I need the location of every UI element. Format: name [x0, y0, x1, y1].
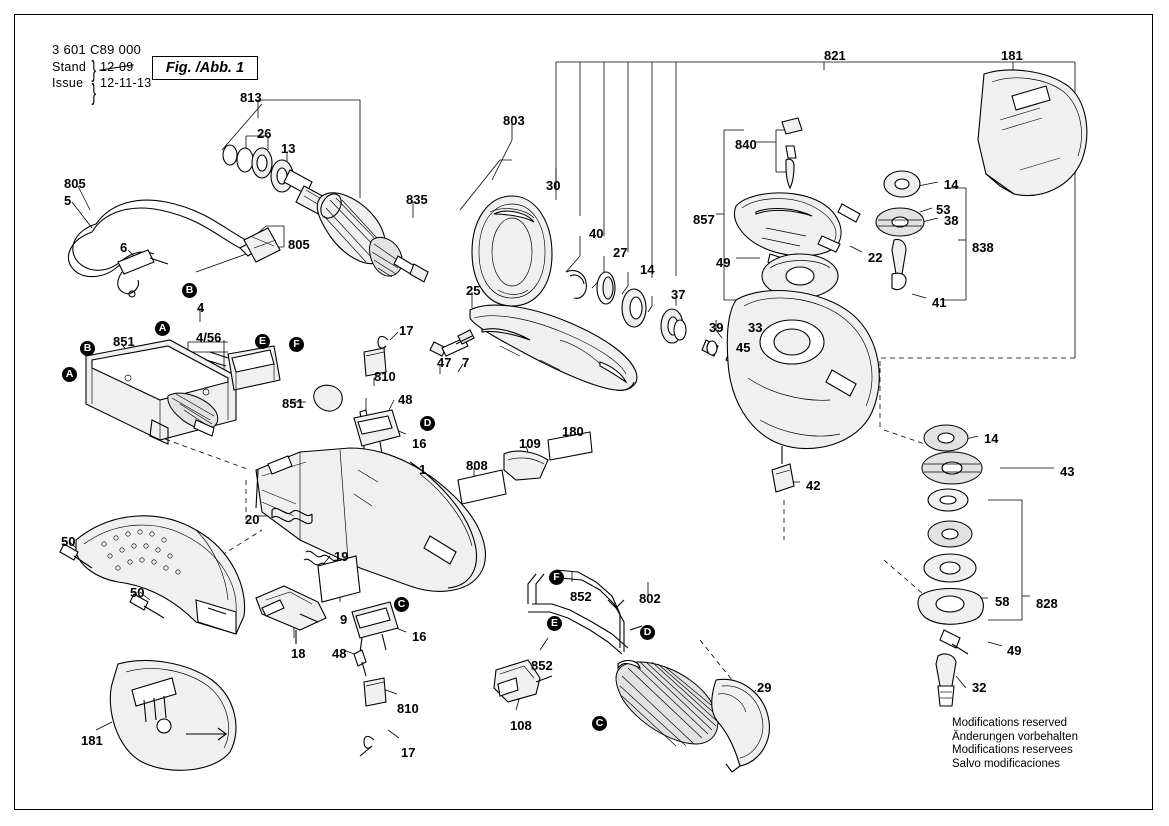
- callout-6: 6: [120, 240, 128, 255]
- callout-4: 4: [197, 300, 205, 315]
- callout-810-b: 810: [397, 701, 419, 716]
- callout-45: 45: [736, 340, 751, 355]
- callout-1: 1: [419, 462, 427, 477]
- connector-d-2: D: [640, 625, 655, 640]
- callout-32: 32: [972, 680, 987, 695]
- callout-53: 53: [936, 202, 951, 217]
- callout-181-lower: 181: [81, 733, 103, 748]
- issue-date: 12-11-13: [100, 76, 152, 90]
- callout-821: 821: [824, 48, 846, 63]
- mods-line-en: Modifications reserved: [952, 717, 1068, 729]
- stand-date-value: 12-09: [100, 60, 134, 74]
- callout-828: 828: [1036, 596, 1058, 611]
- callout-7: 7: [462, 355, 470, 370]
- callout-180: 180: [562, 424, 584, 439]
- callout-852-b: 852: [531, 658, 553, 673]
- motor-housing-1: [256, 448, 485, 591]
- callout-805-b: 805: [288, 237, 310, 252]
- callout-47: 47: [437, 355, 452, 370]
- gear-case-cover-25: [470, 305, 637, 390]
- callout-17-a: 17: [399, 323, 414, 338]
- callout-25: 25: [466, 283, 481, 298]
- stator-cover-803: [472, 196, 552, 306]
- callout-22: 22: [868, 250, 883, 265]
- callout-16-a: 16: [412, 436, 427, 451]
- callout-835: 835: [406, 192, 428, 207]
- callout-181-upper: 181: [1001, 48, 1023, 63]
- callout-9: 9: [340, 612, 348, 627]
- callout-41: 41: [932, 295, 947, 310]
- cover-181-upper: [978, 70, 1087, 196]
- spindle-stack-828: [918, 425, 983, 706]
- connector-e-1: E: [255, 334, 270, 349]
- callout-851-b: 851: [282, 396, 304, 411]
- callout-48-a: 48: [398, 392, 413, 407]
- brush-assembly-upper: [314, 348, 400, 456]
- mods-line-fr: Modifications reservees: [952, 744, 1073, 757]
- cover-181-lower: [110, 661, 236, 771]
- callout-838: 838: [972, 240, 994, 255]
- callout-38: 38: [944, 213, 959, 228]
- callout-30: 30: [546, 178, 561, 193]
- brace-glyph: } }: [91, 56, 97, 105]
- callout-43: 43: [1060, 464, 1075, 479]
- callout-109: 109: [519, 436, 541, 451]
- connector-b-1: B: [182, 283, 197, 298]
- callout-33: 33: [748, 320, 763, 335]
- figure-label: Fig. /Abb. 1: [165, 60, 245, 76]
- callout-58: 58: [995, 594, 1010, 609]
- callout-13: 13: [281, 141, 296, 156]
- callout-26: 26: [257, 126, 272, 141]
- callout-14-a: 14: [944, 177, 959, 192]
- callout-37: 37: [671, 287, 686, 302]
- callout-18: 18: [291, 646, 306, 661]
- callout-50-a: 50: [61, 534, 76, 549]
- gear-head-assembly: [727, 118, 924, 492]
- connector-d-1: D: [420, 416, 435, 431]
- stand-label: Stand: [52, 60, 87, 74]
- callout-27: 27: [613, 245, 628, 260]
- callout-4-56: 4/56: [196, 330, 222, 345]
- callout-49-b: 49: [1007, 643, 1022, 658]
- callout-851-a: 851: [113, 334, 135, 349]
- connector-e-2: E: [547, 616, 562, 631]
- callout-50-b: 50: [130, 585, 145, 600]
- power-cord-assembly: [68, 200, 280, 297]
- connector-a-2: A: [62, 367, 77, 382]
- brush-assembly-lower: [352, 602, 398, 756]
- callout-42: 42: [806, 478, 821, 493]
- mods-line-es: Salvo modificaciones: [952, 757, 1061, 770]
- fasteners-left-mid: [374, 330, 474, 358]
- callout-48-b: 48: [332, 646, 347, 661]
- callout-40: 40: [589, 226, 604, 241]
- callout-5: 5: [64, 193, 72, 208]
- connector-f-1: F: [289, 337, 304, 352]
- mods-line-de: Änderungen vorbehalten: [952, 730, 1078, 743]
- callout-805-a: 805: [64, 176, 86, 191]
- armature-rotor: [223, 145, 428, 282]
- connector-c-2: C: [592, 716, 607, 731]
- connector-c-1: C: [394, 597, 409, 612]
- callout-14-b: 14: [640, 262, 655, 277]
- stator-winding-802: [528, 570, 722, 746]
- connector-f-2: F: [549, 570, 564, 585]
- connector-b-2: B: [80, 341, 95, 356]
- callout-16-b: 16: [412, 629, 427, 644]
- callout-857: 857: [693, 212, 715, 227]
- callout-14-c: 14: [984, 431, 999, 446]
- handle-assembly: [60, 516, 245, 634]
- callout-29: 29: [757, 680, 772, 695]
- callout-108: 108: [510, 718, 532, 733]
- callout-810-a: 810: [374, 369, 396, 384]
- part-number: 3 601 C89 000: [52, 42, 142, 57]
- callout-39: 39: [709, 320, 724, 335]
- callout-803: 803: [503, 113, 525, 128]
- callout-19: 19: [334, 549, 349, 564]
- trigger-lever-18: [256, 586, 326, 644]
- callout-840: 840: [735, 137, 757, 152]
- issue-label: Issue: [52, 76, 84, 90]
- callout-852-a: 852: [570, 589, 592, 604]
- callout-813: 813: [240, 90, 262, 105]
- electronics-module-851: [86, 340, 280, 444]
- callout-49-a: 49: [716, 255, 731, 270]
- connector-a-1: A: [155, 321, 170, 336]
- callout-808: 808: [466, 458, 488, 473]
- callout-802: 802: [639, 591, 661, 606]
- callout-17-b: 17: [401, 745, 416, 760]
- callout-20: 20: [245, 512, 260, 527]
